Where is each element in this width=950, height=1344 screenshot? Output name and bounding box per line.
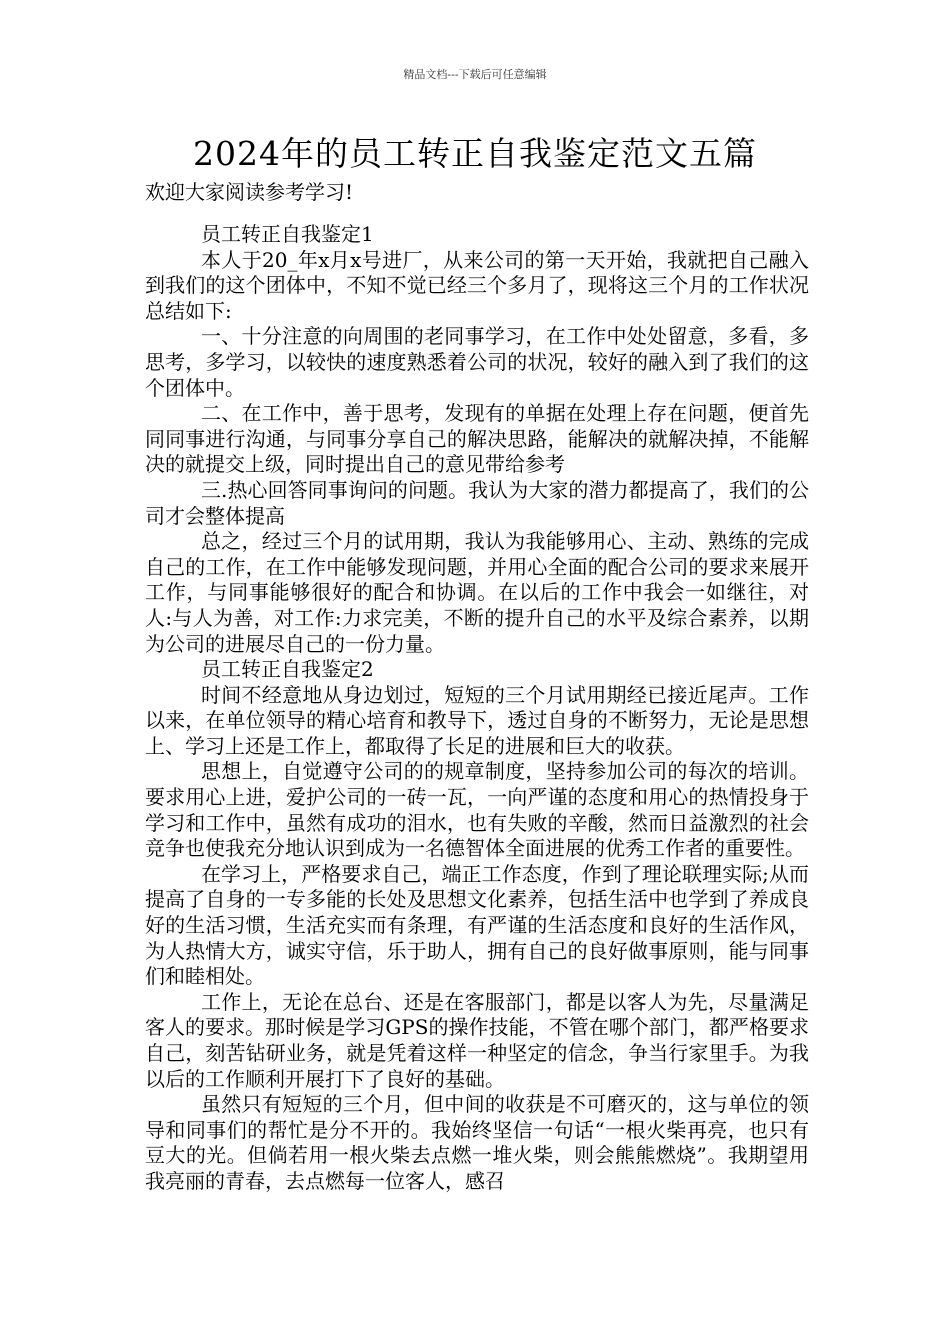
paragraph: 时间不经意地从身边划过，短短的三个月试用期经已接近尾声。工作以来，在单位领导的精心培育和教导下，透过自身的不断努力，无论是思想上、学习上还是工作上，都取得了长足的进展和巨大的收获。 xyxy=(145,682,809,758)
paragraph: 本人于20_年x月x号进厂，从来公司的第一天开始，我就把自己融入到我们的这个团体中，不知不觉已经三个多月了，现将这三个月的工作状况总结如下: xyxy=(145,247,809,323)
paragraph: 虽然只有短短的三个月，但中间的收获是不可磨灭的，这与单位的领导和同事们的帮忙是分不开的。我始终坚信一句话“一根火柴再亮，也只有豆大的光。但倘若用一根火柴去点燃一堆火柴，则会熊熊燃烧”。我期望用我亮丽的青春，去点燃每一位客人，感召 xyxy=(145,1092,809,1193)
paragraph: 二、在工作中，善于思考，发现有的单据在处理上存在问题，便首先同同事进行沟通，与同事分享自己的解决思路，能解决的就解决掉，不能解决的就提交上级，同时提出自己的意见带给参考 xyxy=(145,401,809,477)
paragraph: 一、十分注意的向周围的老同事学习，在工作中处处留意，多看，多思考，多学习，以较快的速度熟悉着公司的状况，较好的融入到了我们的这个团体中。 xyxy=(145,324,809,400)
paragraph: 工作上，无论在总台、还是在客服部门，都是以客人为先，尽量满足客人的要求。那时候是学习GPS的操作技能，不管在哪个部门，都严格要求自己，刻苦钻研业务，就是凭着这样一种坚定的信念，争当行家里手。为我以后的工作顺利开展打下了良好的基础。 xyxy=(145,989,809,1091)
welcome-line: 欢迎大家阅读参考学习! xyxy=(145,180,354,204)
paragraph: 总之，经过三个月的试用期，我认为我能够用心、主动、熟练的完成自己的工作，在工作中能够发现问题，并用心全面的配合公司的要求来展开工作，与同事能够很好的配合和协调。在以后的工作中我会一如继往，对人:与人为善，对工作:力求完美，不断的提升自己的水平及综合素养，以期为公司的进展尽自己的一份力量。 xyxy=(145,529,809,656)
paragraph: 思想上，自觉遵守公司的的规章制度，坚持参加公司的每次的培训。要求用心上进，爱护公司的一砖一瓦，一向严谨的态度和用心的热情投身于学习和工作中，虽然有成功的泪水，也有失败的辛酸，然而日益激烈的社会竞争也使我充分地认识到成为一名德智体全面进展的优秀工作者的重要性。 xyxy=(145,759,809,861)
section-heading-1: 员工转正自我鉴定1 xyxy=(201,222,374,246)
document-title: 2024年的员工转正自我鉴定范文五篇 xyxy=(193,134,757,173)
paragraph: 在学习上，严格要求自己，端正工作态度，作到了理论联理实际;从而提高了自身的一专多能的长处及思想文化素养，包括生活中也学到了养成良好的生活习惯，生活充实而有条理，有严谨的生活态度和良好的生活作风，为人热情大方，诚实守信，乐于助人，拥有自己的良好做事原则，能与同事们和睦相处。 xyxy=(145,861,809,989)
paragraph: 三.热心回答同事询问的问题。我认为大家的潜力都提高了，我们的公司才会整体提高 xyxy=(145,477,809,528)
header-watermark: 精品文档---下载后可任意编辑 xyxy=(403,68,547,81)
section-heading-2: 员工转正自我鉴定2 xyxy=(201,657,374,682)
document-body xyxy=(145,222,809,1195)
